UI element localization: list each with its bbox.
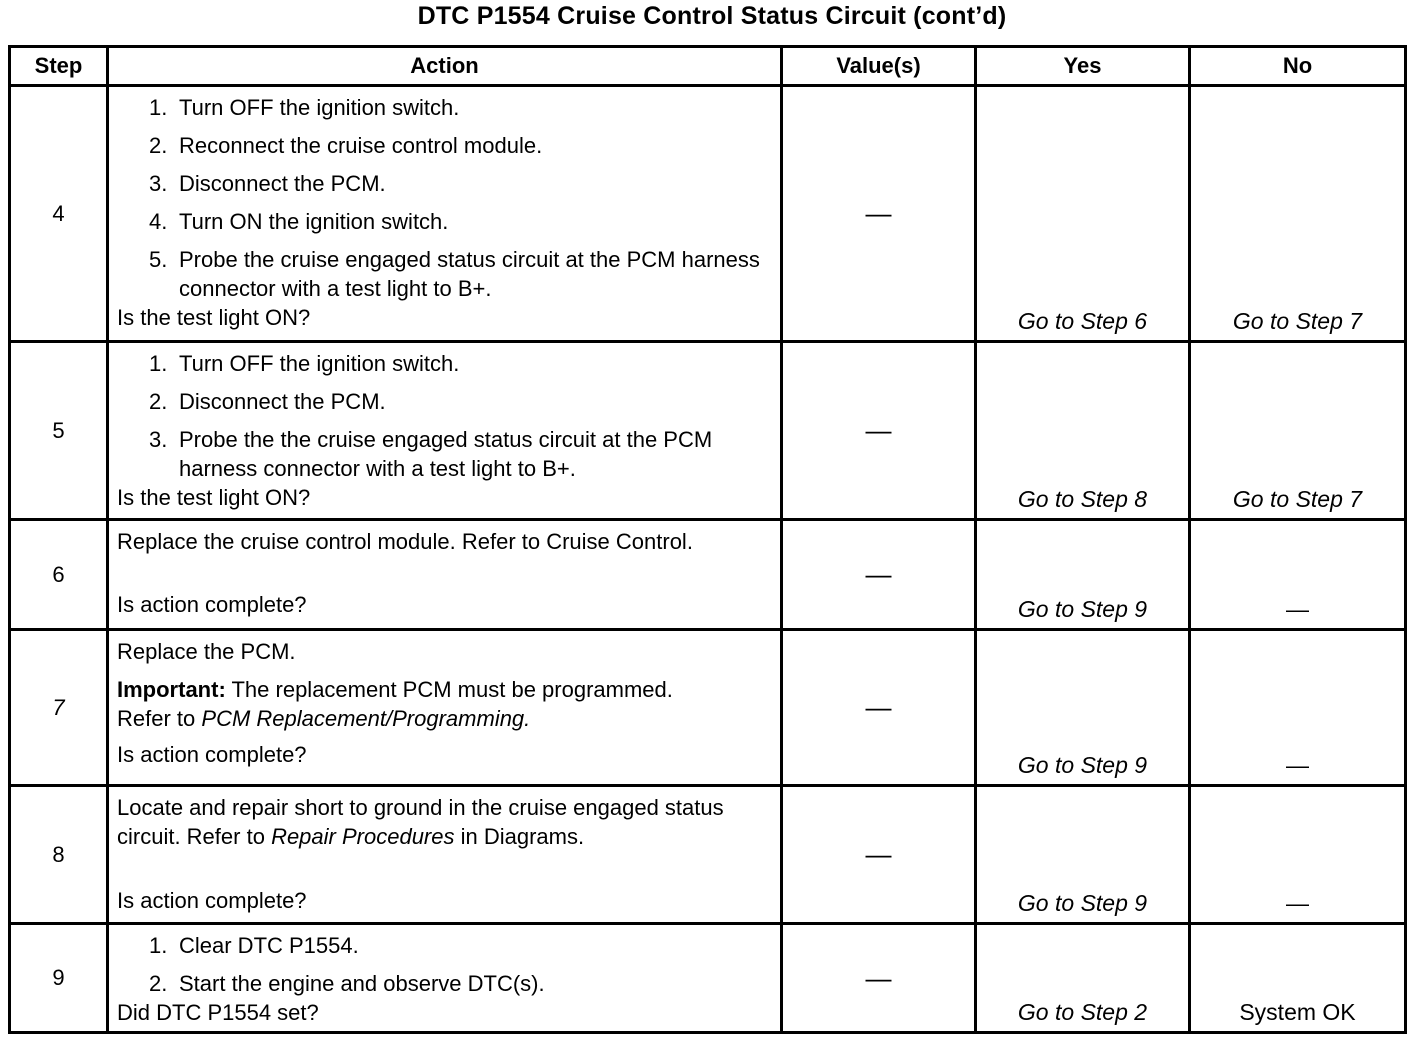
no-cell: — — [1190, 630, 1406, 786]
action-cell — [108, 86, 782, 342]
table-row — [10, 86, 1406, 342]
step-number: 5 — [10, 342, 108, 520]
no-cell: System OK — [1190, 924, 1406, 1033]
value-cell: — — [782, 924, 976, 1033]
action-question: Is the test light ON? — [117, 305, 311, 330]
header-values: Value(s) — [782, 47, 976, 86]
no-cell: — — [1190, 520, 1406, 630]
step-number: 7 — [10, 630, 108, 786]
yes-cell: Go to Step 2 — [976, 924, 1190, 1033]
action-step: 2. Reconnect the cruise control module. — [149, 133, 543, 158]
table-row — [10, 924, 1406, 1033]
value-cell: — — [782, 786, 976, 924]
important-note — [117, 675, 772, 733]
value-cell: — — [782, 520, 976, 630]
value-cell: — — [782, 342, 976, 520]
important-label: Important: — [117, 677, 226, 702]
refer-link: PCM Replacement/Programming — [201, 706, 525, 731]
no-cell: Go to Step 7 — [1190, 86, 1406, 342]
action-step: 4. Turn ON the ignition switch. — [149, 209, 449, 234]
action-question: Did DTC P1554 set? — [117, 1000, 319, 1025]
action-step: 1. Clear DTC P1554. — [149, 933, 359, 958]
refer-prefix: Refer to — [117, 706, 196, 731]
action-cell — [108, 630, 782, 786]
repair-procedures-link: Repair Procedures — [271, 824, 455, 849]
step-number: 8 — [10, 786, 108, 924]
action-step: 3. Disconnect the PCM. — [149, 171, 386, 196]
header-row — [10, 47, 1406, 86]
yes-cell: Go to Step 6 — [976, 86, 1190, 342]
action-text — [117, 793, 772, 851]
header-no: No — [1190, 47, 1406, 86]
step-number: 9 — [10, 924, 108, 1033]
step-number: 4 — [10, 86, 108, 342]
yes-cell: Go to Step 9 — [976, 520, 1190, 630]
yes-cell: Go to Step 8 — [976, 342, 1190, 520]
no-cell: Go to Step 7 — [1190, 342, 1406, 520]
action-question: Is action complete? — [117, 742, 307, 767]
action-step: 3. Probe the the cruise engaged status circuit at the PCM harness connector with a test light to B+. — [149, 427, 713, 481]
action-step: 5. Probe the cruise engaged status circuit at the PCM harness connector with a test light to B+. — [149, 247, 760, 301]
action-text: Replace the cruise control module. Refer to Cruise Control. — [117, 529, 693, 554]
action-text-before: Locate and repair short to ground in the cruise engaged status circuit. Refer to — [117, 795, 724, 849]
table-row — [10, 520, 1406, 630]
page-title: DTC P1554 Cruise Control Status Circuit (cont’d) — [417, 2, 1007, 30]
value-cell: — — [782, 86, 976, 342]
action-step: 2. Start the engine and observe DTC(s). — [149, 971, 545, 996]
important-text: The replacement PCM must be programmed. — [231, 677, 673, 702]
table-row — [10, 630, 1406, 786]
action-cell — [108, 342, 782, 520]
action-question: Is the test light ON? — [117, 485, 311, 510]
diagnostic-table — [8, 45, 1407, 1034]
action-text: Replace the PCM. — [117, 639, 296, 664]
table-row — [10, 342, 1406, 520]
refer-suffix: . — [524, 706, 531, 731]
action-cell — [108, 786, 782, 924]
header-yes: Yes — [976, 47, 1190, 86]
action-question: Is action complete? — [117, 592, 307, 617]
action-step: 2. Disconnect the PCM. — [149, 389, 386, 414]
step-number: 6 — [10, 520, 108, 630]
header-action: Action — [108, 47, 782, 86]
no-cell: — — [1190, 786, 1406, 924]
action-cell — [108, 924, 782, 1033]
action-cell — [108, 520, 782, 630]
value-cell: — — [782, 630, 976, 786]
action-step: 1. Turn OFF the ignition switch. — [149, 351, 460, 376]
action-step: 1. Turn OFF the ignition switch. — [149, 95, 460, 120]
action-text-after: in Diagrams. — [460, 824, 585, 849]
action-steps — [117, 931, 772, 998]
yes-cell: Go to Step 9 — [976, 786, 1190, 924]
table-row — [10, 786, 1406, 924]
action-question: Is action complete? — [117, 888, 307, 913]
header-step: Step — [10, 47, 108, 86]
action-steps — [117, 93, 772, 303]
action-steps — [117, 349, 772, 483]
yes-cell: Go to Step 9 — [976, 630, 1190, 786]
